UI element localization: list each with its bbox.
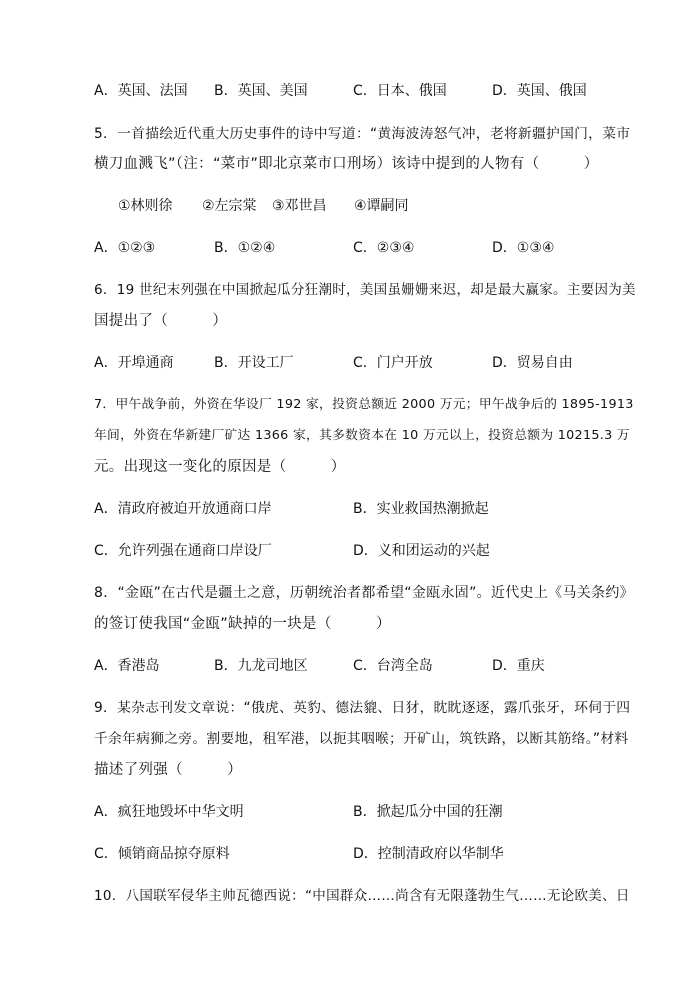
q6-option-b: B．开设工厂 [214,355,294,371]
q8-stem-line1: 8．“金瓯”在古代是疆土之意，历朝统治者都希望“金瓯永固”。近代史上《马关条约》 [94,585,634,601]
q5-option-a: A．①②③ [94,240,156,256]
q4-option-d: D．英国、俄国 [492,83,587,99]
q6-stem-line1: 6．19 世纪末列强在中国掀起瓜分狂潮时，美国虽姗姗来迟，却是最大赢家。主要因为美 [94,282,636,298]
q8-option-b: B．九龙司地区 [214,658,308,674]
q9-stem-line3: 描述了列强（ ） [94,762,242,778]
q9-stem-line1: 9．某杂志刊发文章说：“俄虎、英豹、德法貔、日犲，眈眈逐逐，露爪张牙，环伺于四 [94,700,631,716]
q9-option-c: C．倾销商品掠夺原料 [94,846,230,862]
q8-option-c: C．台湾全岛 [353,658,433,674]
q5-item-1: ①林则徐 [118,198,173,214]
q5-option-b: B．①②④ [214,240,276,256]
q5-item-3: ③邓世昌 [272,198,327,214]
q6-option-a: A．开埠通商 [94,355,174,371]
q7-stem-line1: 7．甲午战争前，外资在华设厂 192 家，投资总额近 2000 万元；甲午战争后的 1895-1913 [94,397,634,412]
q9-option-b: B．掀起瓜分中国的狂潮 [353,804,503,820]
q4-option-b: B．英国、美国 [214,83,308,99]
q9-option-a: A．疯狂地毁坏中华文明 [94,804,244,820]
q7-option-c: C．允许列强在通商口岸设厂 [94,543,272,559]
q5-item-4: ④谭嗣同 [354,198,409,214]
q7-option-b: B．实业救国热潮掀起 [353,501,489,517]
q7-option-a: A．清政府被迫开放通商口岸 [94,501,272,517]
q9-option-d: D．控制清政府以华制华 [353,846,504,862]
q4-option-a: A．英国、法国 [94,83,188,99]
q5-stem-line1: 5．一首描绘近代重大历史事件的诗中写道：“黄海波涛怒气冲，老将新疆护国门，菜市 [94,126,631,142]
q7-option-d: D．义和团运动的兴起 [353,543,490,559]
q5-option-c: C．②③④ [353,240,415,256]
q8-stem-line2: 的签订使我国“金瓯”缺掉的一块是（ ） [94,616,391,632]
q7-stem-line2: 年间，外资在华新建厂矿达 1366 家，其多数资本在 10 万元以上，投资总额为 10215.3 万 [94,428,630,443]
q5-item-2: ②左宗棠 [202,198,257,214]
q10-stem-line1: 10．八国联军侵华主帅瓦德西说：“中国群众……尚含有无限蓬勃生气……无论欧美、日 [94,888,630,904]
q5-stem-line2: 横刀血溅飞”（注：“菜市”即北京菜市口刑场）该诗中提到的人物有（ ） [94,156,599,172]
q4-option-c: C．日本、俄国 [353,83,447,99]
q8-option-d: D．重庆 [492,658,545,674]
q8-option-a: A．香港岛 [94,658,160,674]
q6-option-c: C．门户开放 [353,355,433,371]
q7-stem-line3: 元。出现这一变化的原因是（ ） [94,459,346,475]
q9-stem-line2: 千余年病狮之旁。割要地，租军港，以扼其咽喉；开矿山，筑铁路，以断其筋络。”材料 [94,731,629,747]
q6-option-d: D．贸易自由 [492,355,573,371]
q6-stem-line2: 国提出了（ ） [94,313,228,329]
q5-option-d: D．①③④ [492,240,555,256]
